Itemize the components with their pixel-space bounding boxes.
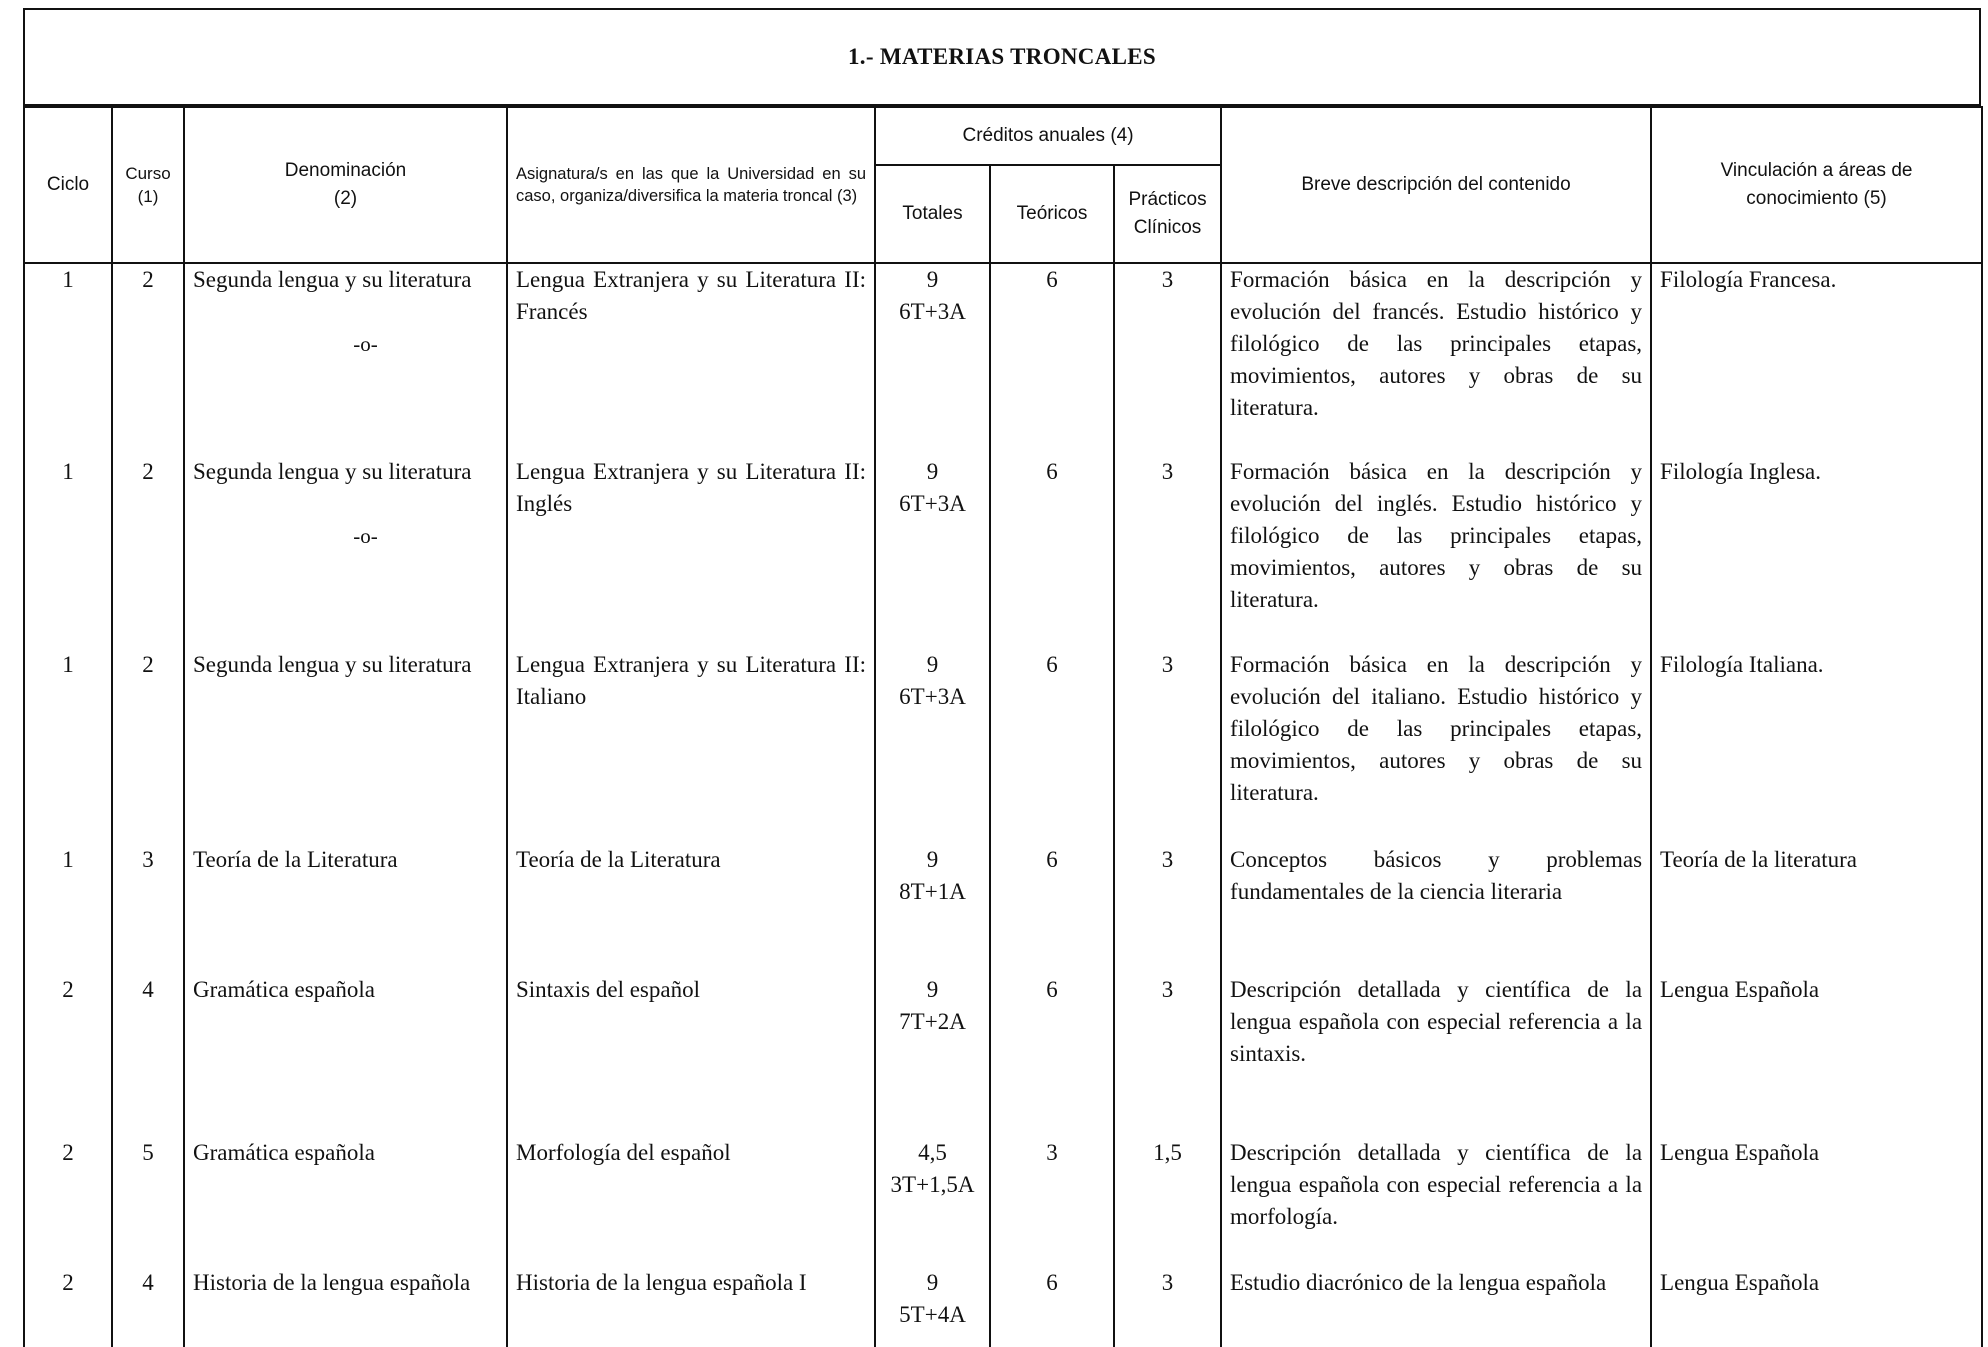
curso-cell: 4 <box>112 1267 184 1347</box>
ciclo-cell: 1 <box>24 844 112 974</box>
ciclo-cell: 1 <box>24 263 112 456</box>
teoricos-cell: 6 <box>990 263 1114 456</box>
header-totales: Totales <box>875 165 990 263</box>
vinculacion-cell: Lengua Española <box>1651 974 1982 1137</box>
asignatura-text: Historia de la lengua española I <box>516 1270 807 1295</box>
asignatura-text: Sintaxis del español <box>516 977 700 1002</box>
denominacion-text: Historia de la lengua española <box>193 1270 471 1295</box>
asignatura-text: Lengua Extranjera y su Literatura II: Italiano <box>516 652 866 709</box>
header-denominacion: Denominación (2) <box>184 107 507 263</box>
practicos-cell: 3 <box>1114 974 1221 1137</box>
vinculacion-cell: Filología Inglesa. <box>1651 456 1982 649</box>
asignatura-cell <box>507 974 875 1137</box>
practicos-cell: 3 <box>1114 456 1221 649</box>
teoricos-cell: 6 <box>990 844 1114 974</box>
asignatura-text: Lengua Extranjera y su Literatura II: Inglés <box>516 459 866 516</box>
teoricos-cell: 6 <box>990 456 1114 649</box>
asignatura-text: Morfología del español <box>516 1140 731 1165</box>
descripcion-text: Formación básica en la descripción y evolución del inglés. Estudio histórico y filológico de las principales etapas, movimientos, autores y obras de su literatura. <box>1230 459 1643 612</box>
table-row <box>24 263 1982 456</box>
descripcion-cell <box>1221 1267 1651 1347</box>
denominacion-cell <box>184 1137 507 1267</box>
denominacion-cell <box>184 1267 507 1347</box>
curso-cell: 2 <box>112 456 184 649</box>
denominacion-text: Segunda lengua y su literatura <box>193 652 472 677</box>
totales-cell <box>875 974 990 1137</box>
totales-detail: 6T+3A <box>899 491 966 516</box>
totales-detail: 7T+2A <box>899 1009 966 1034</box>
practicos-cell: 3 <box>1114 844 1221 974</box>
denominacion-text: Segunda lengua y su literatura <box>193 267 472 292</box>
table-row <box>24 974 1982 1137</box>
header-asignatura: Asignatura/s en las que la Universidad en su caso, organiza/diversifica la materia troncal (3) <box>507 107 875 263</box>
table-row <box>24 649 1982 844</box>
vinculacion-cell: Teoría de la literatura <box>1651 844 1982 974</box>
totales-detail: 6T+3A <box>899 299 966 324</box>
asignatura-cell <box>507 649 875 844</box>
descripcion-text: Descripción detallada y científica de la lengua española con especial referencia a la morfología. <box>1230 1140 1643 1229</box>
denominacion-text: Teoría de la Literatura <box>193 847 398 872</box>
curso-cell: 2 <box>112 649 184 844</box>
denominacion-cell <box>184 649 507 844</box>
denominacion-text: Gramática española <box>193 1140 375 1165</box>
totales-value: 4,5 <box>918 1140 947 1165</box>
totales-cell <box>875 1267 990 1347</box>
page-title: 1.- MATERIAS TRONCALES <box>848 44 1156 69</box>
teoricos-cell: 3 <box>990 1137 1114 1267</box>
curso-cell: 3 <box>112 844 184 974</box>
asignatura-cell <box>507 263 875 456</box>
practicos-cell: 3 <box>1114 649 1221 844</box>
totales-value: 9 <box>926 977 939 1002</box>
separator-mark: -o- <box>353 524 378 548</box>
descripcion-cell <box>1221 456 1651 649</box>
descripcion-cell <box>1221 649 1651 844</box>
totales-value: 9 <box>926 267 939 292</box>
denominacion-text: Gramática española <box>193 977 375 1002</box>
header-curso: Curso (1) <box>112 107 184 263</box>
header-teoricos: Teóricos <box>990 165 1114 263</box>
header-descripcion: Breve descripción del contenido <box>1221 107 1651 263</box>
table-row <box>24 844 1982 974</box>
descripcion-cell <box>1221 1137 1651 1267</box>
practicos-cell: 3 <box>1114 263 1221 456</box>
header-ciclo: Ciclo <box>24 107 112 263</box>
vinculacion-cell: Lengua Española <box>1651 1267 1982 1347</box>
teoricos-cell: 6 <box>990 974 1114 1137</box>
practicos-cell: 1,5 <box>1114 1137 1221 1267</box>
totales-cell <box>875 844 990 974</box>
denominacion-cell <box>184 263 507 456</box>
separator-mark: -o- <box>353 332 378 356</box>
totales-value: 9 <box>926 459 939 484</box>
totales-value: 9 <box>926 847 939 872</box>
teoricos-cell: 6 <box>990 649 1114 844</box>
header-creditos: Créditos anuales (4) <box>875 107 1221 165</box>
descripcion-text: Formación básica en la descripción y evolución del francés. Estudio histórico y filológico de las principales etapas, movimientos, autores y obras de su literatura. <box>1230 267 1643 420</box>
totales-value: 9 <box>926 652 939 677</box>
asignatura-text: Teoría de la Literatura <box>516 847 721 872</box>
curso-cell: 4 <box>112 974 184 1137</box>
ciclo-cell: 2 <box>24 1267 112 1347</box>
descripcion-text: Descripción detallada y científica de la lengua española con especial referencia a la sintaxis. <box>1230 977 1643 1066</box>
denominacion-cell <box>184 974 507 1137</box>
asignatura-cell <box>507 1267 875 1347</box>
curso-cell: 5 <box>112 1137 184 1267</box>
descripcion-cell <box>1221 263 1651 456</box>
denominacion-text: Segunda lengua y su literatura <box>193 459 472 484</box>
asignatura-cell <box>507 456 875 649</box>
denominacion-cell <box>184 456 507 649</box>
materias-table <box>23 106 1983 1347</box>
practicos-cell: 3 <box>1114 1267 1221 1347</box>
denominacion-cell <box>184 844 507 974</box>
title-box <box>23 8 1981 106</box>
asignatura-cell <box>507 1137 875 1267</box>
table-row <box>24 1137 1982 1267</box>
totales-cell <box>875 1137 990 1267</box>
asignatura-cell <box>507 844 875 974</box>
curso-cell: 2 <box>112 263 184 456</box>
descripcion-text: Formación básica en la descripción y evolución del italiano. Estudio histórico y filológico de las principales etapas, movimientos, autores y obras de su literatura. <box>1230 652 1643 805</box>
totales-detail: 6T+3A <box>899 684 966 709</box>
descripcion-cell <box>1221 974 1651 1137</box>
totales-cell <box>875 649 990 844</box>
descripcion-text: Estudio diacrónico de la lengua española <box>1230 1270 1607 1295</box>
ciclo-cell: 2 <box>24 1137 112 1267</box>
asignatura-text: Lengua Extranjera y su Literatura II: Francés <box>516 267 866 324</box>
vinculacion-cell: Lengua Española <box>1651 1137 1982 1267</box>
totales-detail: 3T+1,5A <box>890 1172 975 1197</box>
descripcion-text: Conceptos básicos y problemas fundamentales de la ciencia literaria <box>1230 847 1643 904</box>
table-row <box>24 456 1982 649</box>
descripcion-cell <box>1221 844 1651 974</box>
totales-cell <box>875 263 990 456</box>
vinculacion-cell: Filología Francesa. <box>1651 263 1982 456</box>
header-vinculacion: Vinculación a áreas de conocimiento (5) <box>1651 107 1982 263</box>
document-frame <box>23 8 1983 1338</box>
vinculacion-cell: Filología Italiana. <box>1651 649 1982 844</box>
totales-cell <box>875 456 990 649</box>
table-row <box>24 1267 1982 1347</box>
ciclo-cell: 1 <box>24 456 112 649</box>
header-practicos: Prácticos Clínicos <box>1114 165 1221 263</box>
ciclo-cell: 2 <box>24 974 112 1137</box>
totales-value: 9 <box>926 1270 939 1295</box>
ciclo-cell: 1 <box>24 649 112 844</box>
teoricos-cell: 6 <box>990 1267 1114 1347</box>
totales-detail: 8T+1A <box>899 879 966 904</box>
totales-detail: 5T+4A <box>899 1302 966 1327</box>
